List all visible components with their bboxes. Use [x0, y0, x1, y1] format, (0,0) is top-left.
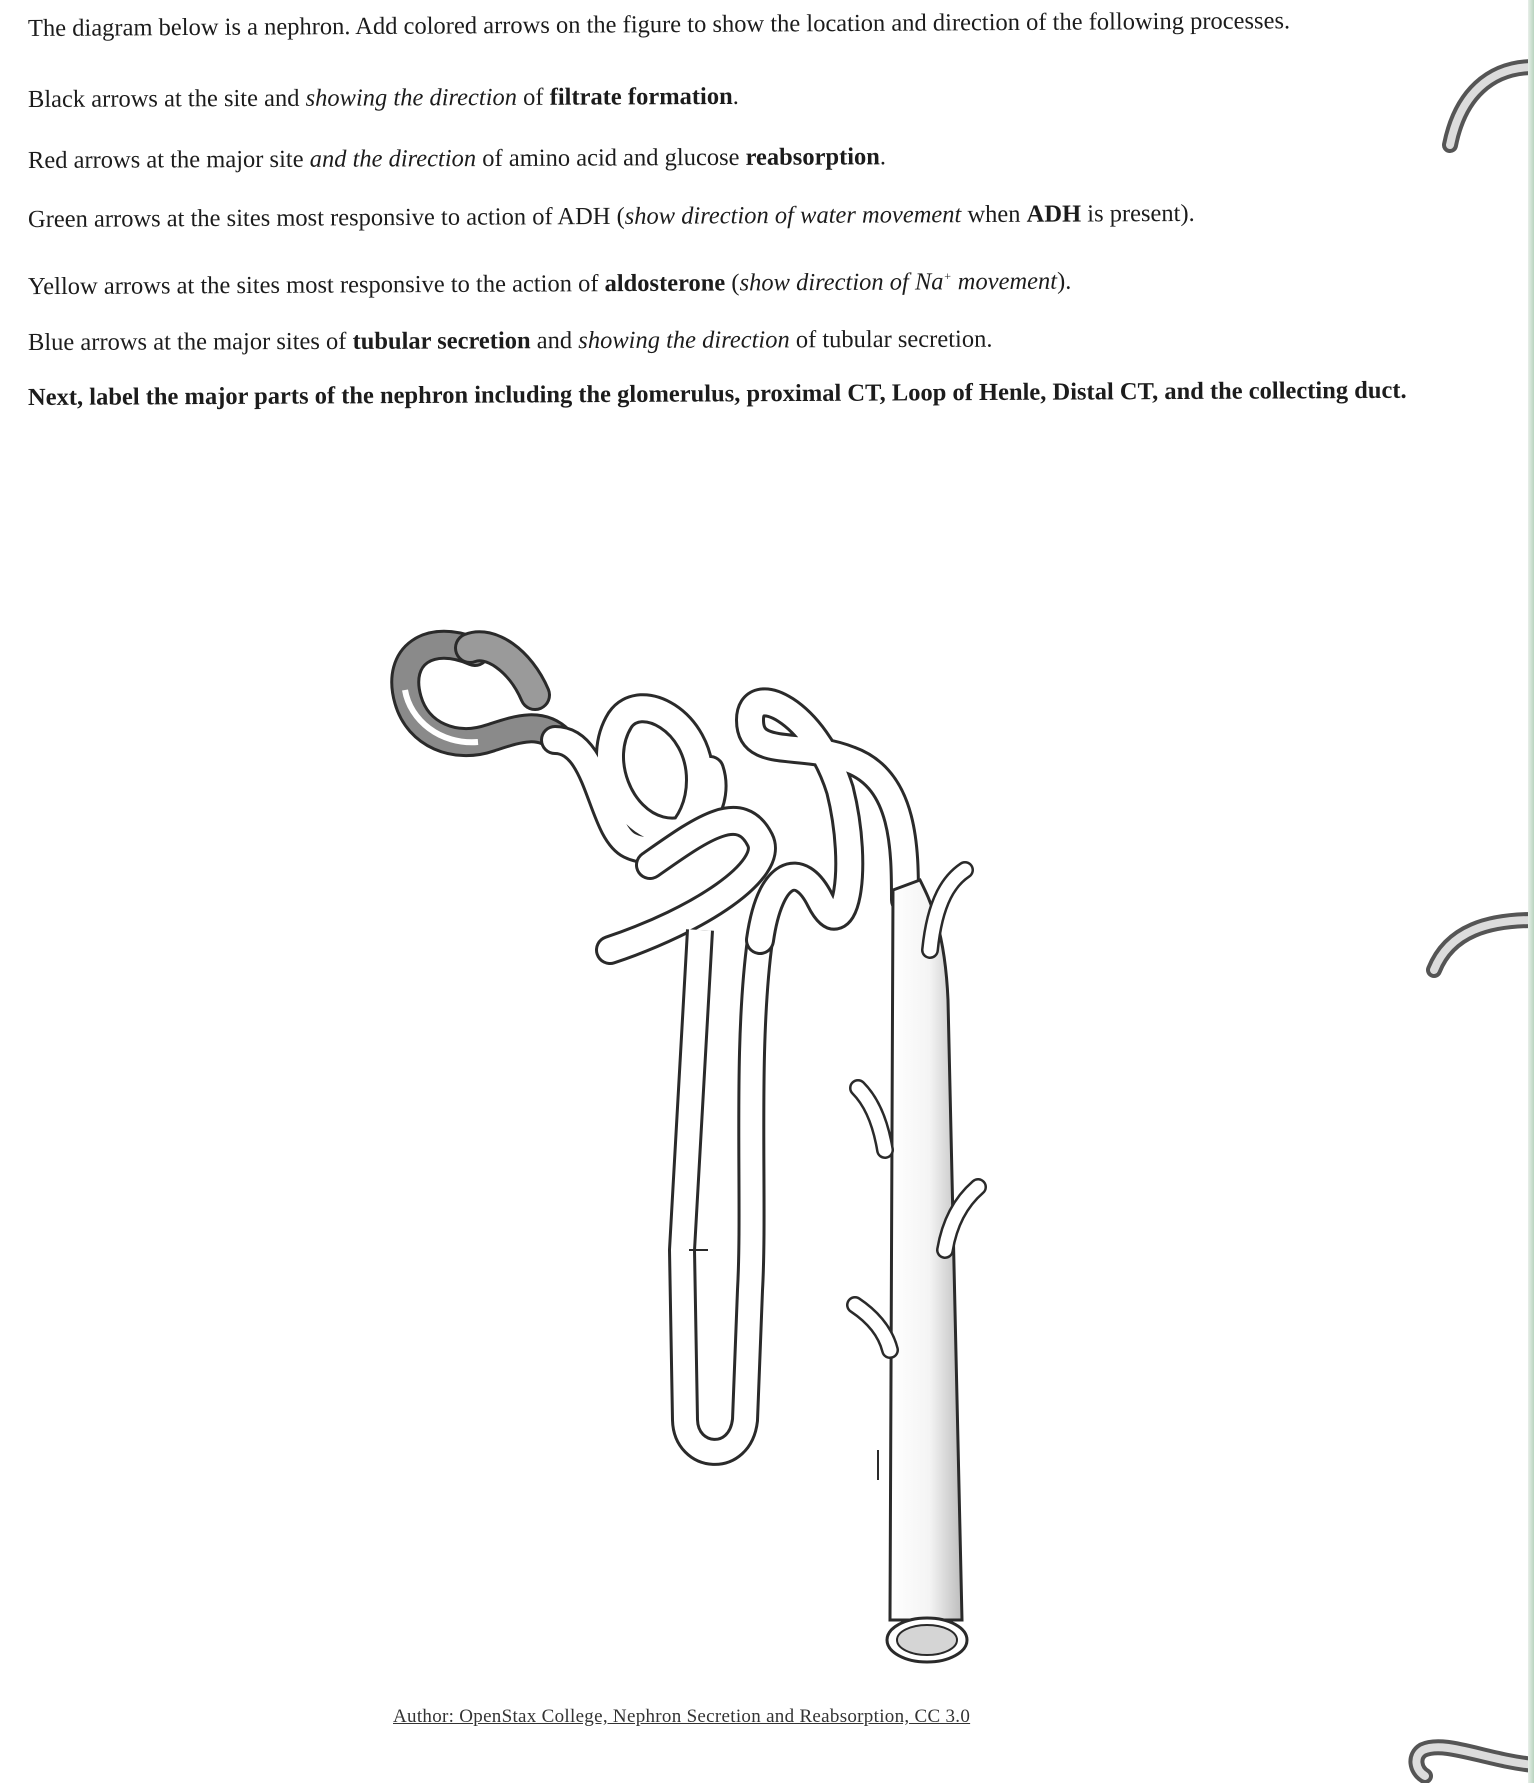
- instruction-black-arrows: Black arrows at the site and showing the direction of filtrate formation.: [27, 82, 739, 113]
- instruction-red-arrows: Red arrows at the major site and the direction of amino acid and glucose reabsorption.: [27, 143, 887, 174]
- instruction-label-parts: Next, label the major parts of the nephron including the glomerulus, proximal CT, Loop of Henle, Distal CT, and the collecting duct.: [27, 376, 1407, 411]
- proximal-convoluted-tubule: [555, 708, 762, 950]
- instruction-yellow-arrows: Yellow arrows at the sites most responsive to the action of aldosterone (show direction of Na+ movement).: [27, 267, 1072, 301]
- distal-convoluted-tubule: [750, 702, 905, 940]
- loop-of-henle: [682, 930, 760, 1452]
- binder-edge: [1528, 0, 1534, 1783]
- glomerular-capsule: [405, 645, 560, 743]
- binder-ring-icon: [1405, 1710, 1534, 1783]
- collecting-duct: [855, 870, 978, 1662]
- instruction-intro: The diagram below is a nephron. Add colored arrows on the figure to show the location and direction of the following processes.: [27, 7, 1291, 42]
- binder-ring-icon: [1440, 55, 1534, 155]
- instruction-green-arrows: Green arrows at the sites most responsive to action of ADH (show direction of water movement when ADH is present).: [27, 199, 1195, 233]
- image-credit: Author: OpenStax College, Nephron Secretion and Reabsorption, CC 3.0: [393, 1706, 971, 1727]
- instruction-blue-arrows: Blue arrows at the major sites of tubular secretion and showing the direction of tubular secretion.: [27, 325, 993, 356]
- binder-ring-icon: [1420, 900, 1534, 980]
